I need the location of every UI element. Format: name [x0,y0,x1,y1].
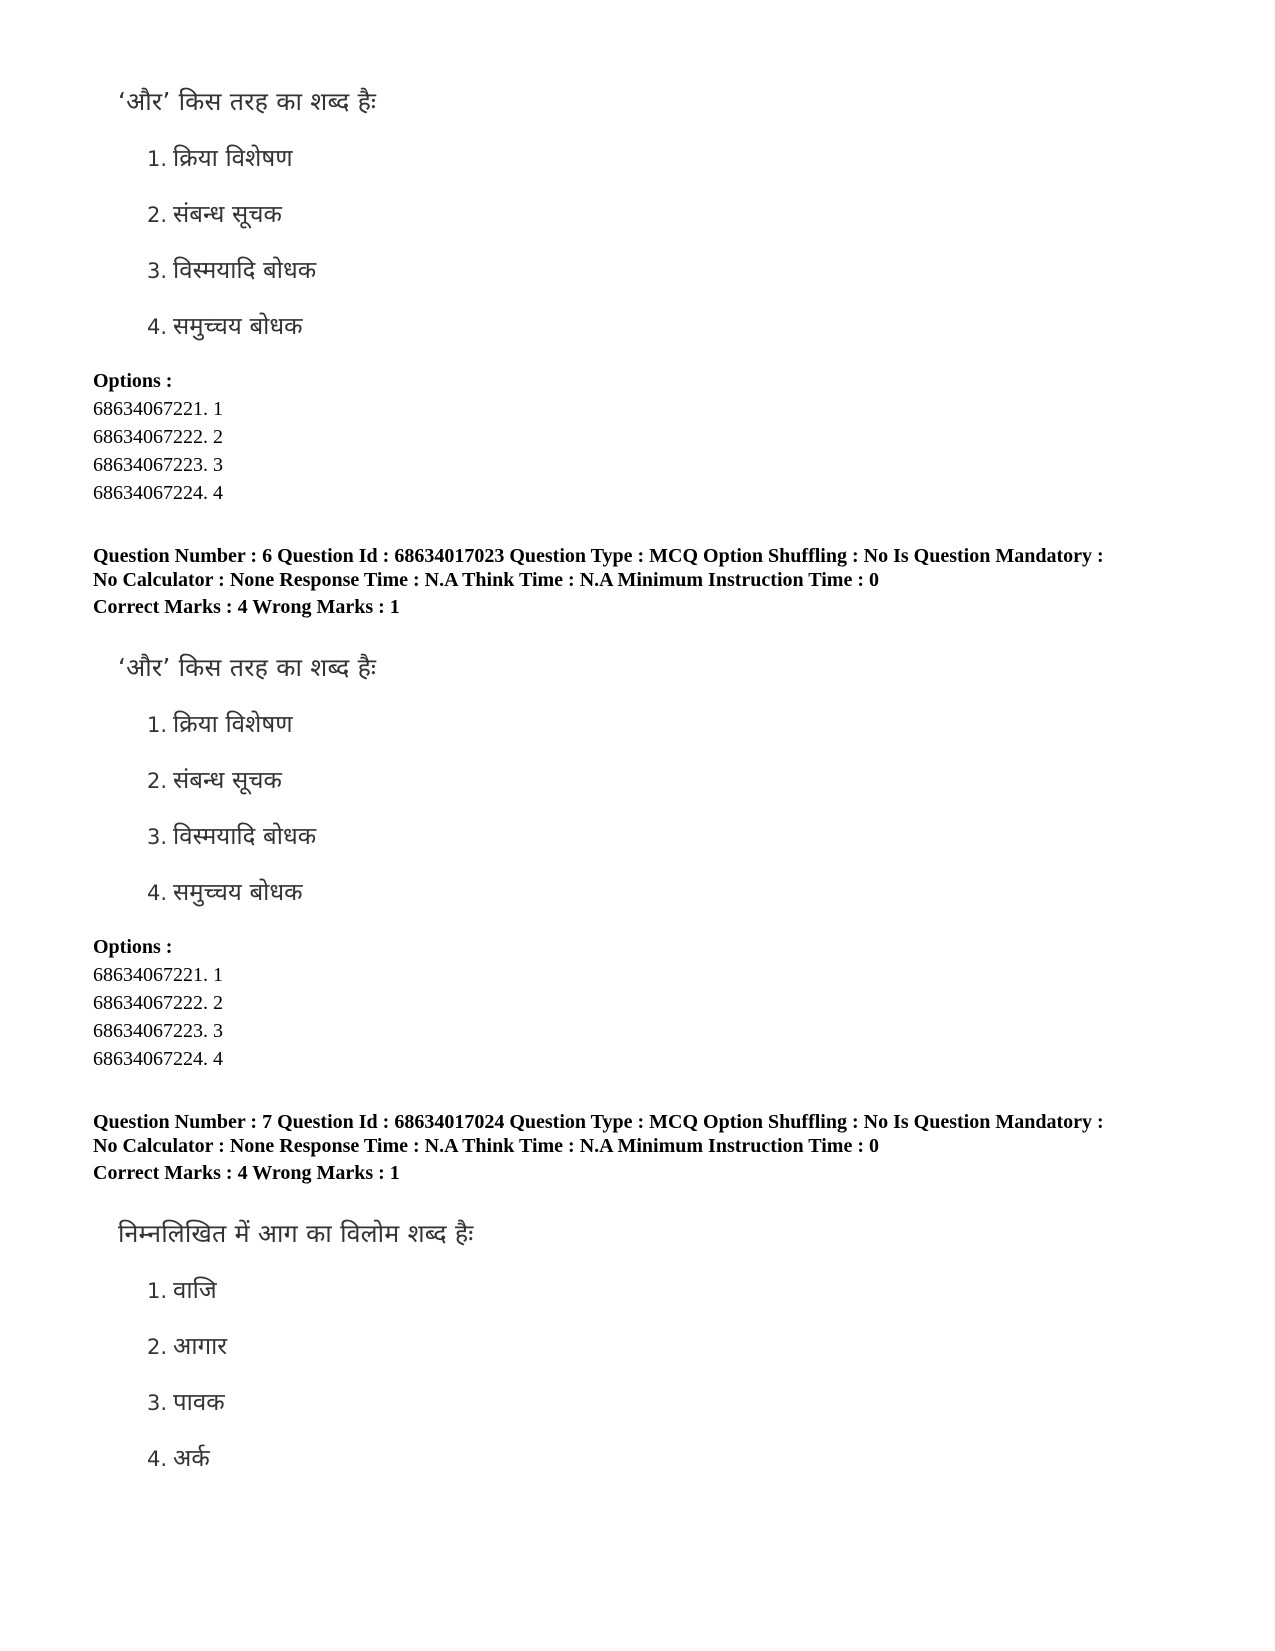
question-choice [147,819,316,852]
question-choice [147,875,303,908]
choice-number: 4. [147,315,168,339]
question-marks: Correct Marks : 4 Wrong Marks : 1 [93,596,400,618]
option-line: 68634067222. 2 [93,426,223,448]
choice-text: क्रिया विशेषण [173,710,293,738]
choice-number: 3. [147,1391,168,1415]
choice-text: आगार [173,1332,228,1360]
question-marks: Correct Marks : 4 Wrong Marks : 1 [93,1162,400,1184]
choice-text: वाजि [173,1276,217,1304]
choice-text: अर्क [173,1444,210,1472]
question-stem: ‘और’ किस तरह का शब्द हैः [118,87,377,116]
choice-number: 1. [147,1279,168,1303]
question-choice [147,707,293,740]
question-choice [147,763,282,796]
choice-number: 4. [147,1447,168,1471]
choice-number: 3. [147,259,168,283]
choice-text: संबन्ध सूचक [173,200,282,228]
choice-text: संबन्ध सूचक [173,766,282,794]
question-choice [147,1441,210,1474]
question-meta-line-2: No Calculator : None Response Time : N.A Think Time : N.A Minimum Instruction Time : 0 [93,569,879,591]
options-heading: Options : [93,936,173,958]
option-line: 68634067224. 4 [93,1048,223,1070]
question-meta-line-1: Question Number : 7 Question Id : 68634017024 Question Type : MCQ Option Shuffling : No Is Question Mandatory : [93,1111,1104,1133]
options-heading: Options : [93,370,173,392]
choice-number: 3. [147,825,168,849]
question-choice [147,1273,217,1306]
option-line: 68634067222. 2 [93,992,223,1014]
question-stem: निम्नलिखित में आग का विलोम शब्द हैः [118,1219,474,1248]
question-choice [147,253,316,286]
question-choice [147,1385,225,1418]
question-choice [147,197,282,230]
choice-text: पावक [173,1388,225,1416]
option-line: 68634067223. 3 [93,1020,223,1042]
choice-number: 1. [147,147,168,171]
question-choice [147,309,303,342]
choice-number: 2. [147,1335,168,1359]
choice-text: विस्मयादि बोधक [173,822,317,850]
option-line: 68634067224. 4 [93,482,223,504]
choice-number: 1. [147,713,168,737]
choice-text: विस्मयादि बोधक [173,256,317,284]
choice-text: समुच्चय बोधक [173,312,303,340]
question-choice [147,141,293,174]
option-line: 68634067223. 3 [93,454,223,476]
question-stem: ‘और’ किस तरह का शब्द हैः [118,653,377,682]
question-meta-line-2: No Calculator : None Response Time : N.A Think Time : N.A Minimum Instruction Time : 0 [93,1135,879,1157]
question-meta-line-1: Question Number : 6 Question Id : 68634017023 Question Type : MCQ Option Shuffling : No Is Question Mandatory : [93,545,1104,567]
option-line: 68634067221. 1 [93,398,223,420]
question-choice [147,1329,227,1362]
choice-text: क्रिया विशेषण [173,144,293,172]
choice-number: 4. [147,881,168,905]
choice-number: 2. [147,769,168,793]
option-line: 68634067221. 1 [93,964,223,986]
choice-number: 2. [147,203,168,227]
choice-text: समुच्चय बोधक [173,878,303,906]
